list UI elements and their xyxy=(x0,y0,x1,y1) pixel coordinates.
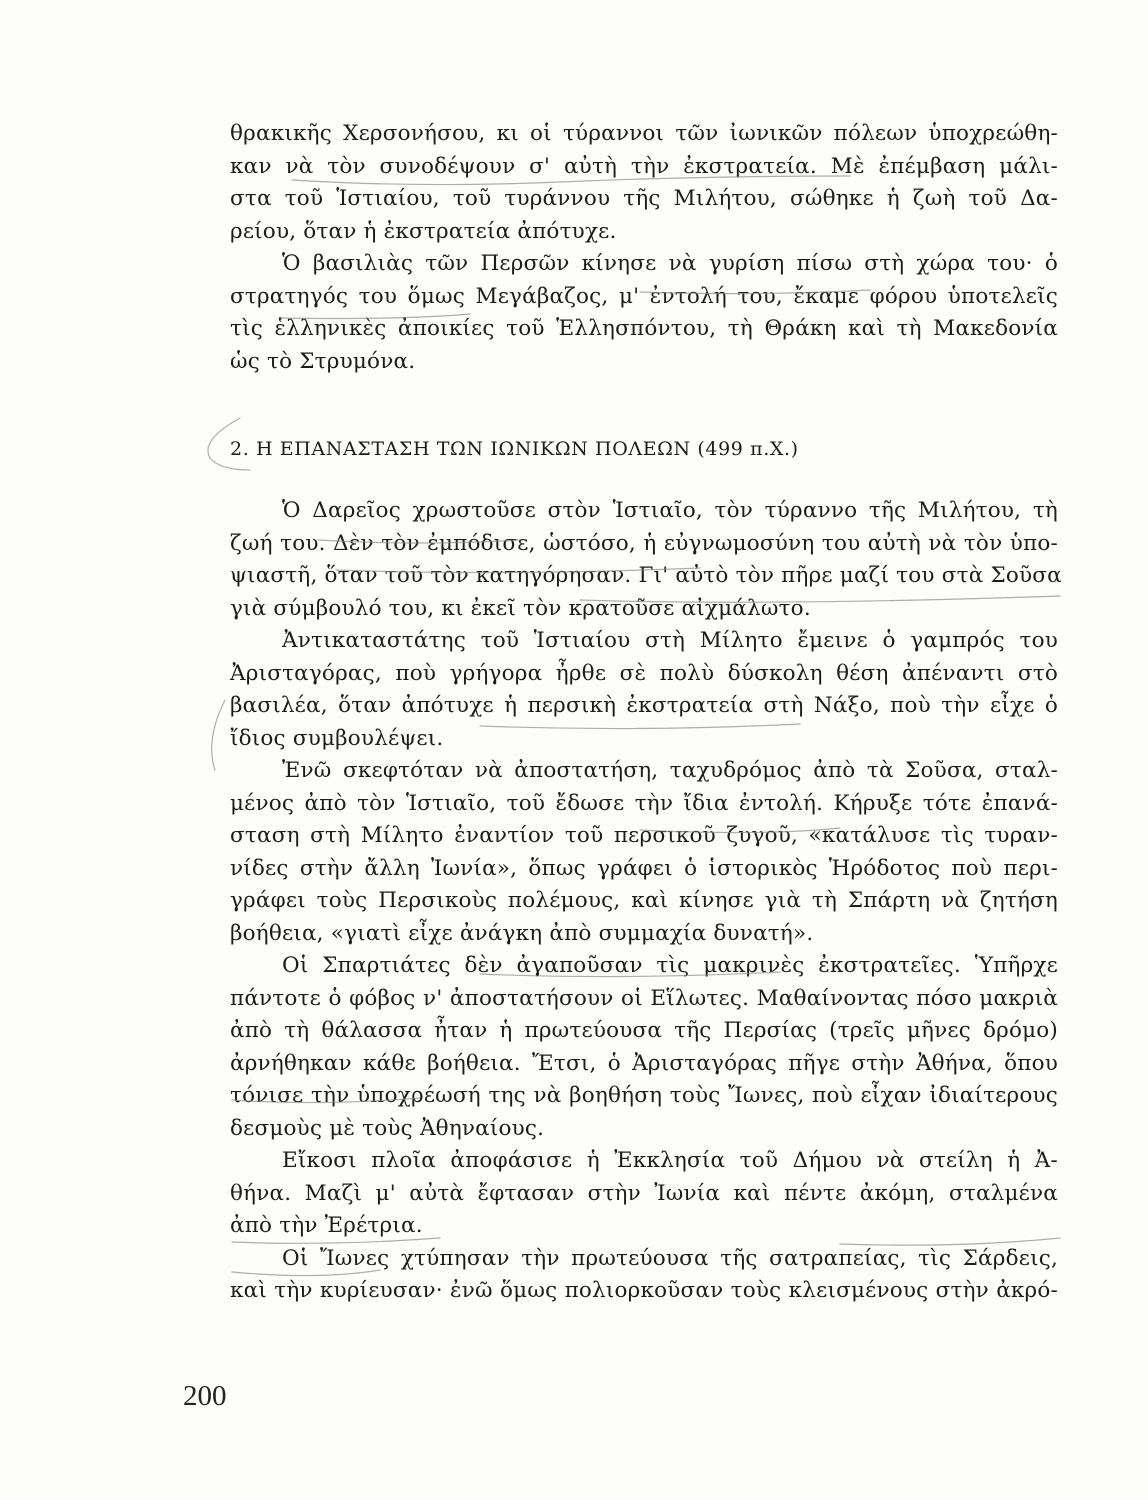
text-line: τὶς ἑλληνικὲς ἀποικίες τοῦ Ἑλλησπόντου, τὴ Θράκη καὶ τὴ Μακεδονία xyxy=(230,316,1058,341)
text-line: Ὁ βασιλιὰς τῶν Περσῶν κίνησε νὰ γυρίση πίσω στὴ χώρα του· ὁ xyxy=(282,251,1058,276)
text-line: ἴδιος συμβουλέψει. xyxy=(230,725,444,751)
text-line: νίδες στὴν ἄλλη Ἰωνία», ὅπως γράφει ὁ ἱστορικὸς Ἡρόδοτος ποὺ περι- xyxy=(230,855,1058,881)
pencil-bracket xyxy=(212,700,225,770)
text-line: τόνισε τὴν ὑποχρέωσή της νὰ βοηθήση τοὺς Ἴωνες, ποὺ εἶχαν ἰδιαίτερους xyxy=(230,1083,1058,1108)
text-line: καν νὰ τὸν συνοδέψουν σ' αὐτὴ τὴν ἐκστρατεία. Μὲ ἐπέμβαση μάλι- xyxy=(230,153,1058,179)
text-line: γιὰ σύμβουλό του, κι ἐκεῖ τὸν κρατοῦσε αἰχμάλωτο. xyxy=(230,595,811,621)
text-line: Ἐνῶ σκεφτόταν νὰ ἀποστατήση, ταχυδρόμος ἀπὸ τὰ Σοῦσα, σταλ- xyxy=(282,758,1058,783)
text-line: Ἀντικαταστάτης τοῦ Ἱστιαίου στὴ Μίλητο ἔμεινε ὁ γαμπρός του xyxy=(282,628,1058,653)
text-line: γράφει τοὺς Περσικοὺς πολέμους, καὶ κίνησε γιὰ τὴ Σπάρτη νὰ ζητήση xyxy=(230,888,1058,913)
text-line: ψιαστῆ, ὅταν τοῦ τὸν κατηγόρησαν. Γι' αὐτὸ τὸν πῆρε μαζί του στὰ Σοῦσα xyxy=(230,563,1062,588)
text-block-top xyxy=(230,118,1058,378)
text-line: Ἀρισταγόρας, ποὺ γρήγορα ἦρθε σὲ πολὺ δύσκολη θέση ἀπέναντι στὸ xyxy=(230,660,1058,686)
text-line: δεσμοὺς μὲ τοὺς Ἀθηναίους. xyxy=(230,1115,545,1141)
text-line: ρείου, ὅταν ἡ ἐκστρατεία ἀπότυχε. xyxy=(230,218,617,244)
text-block-main xyxy=(230,495,1062,1308)
text-line: ὡς τὸ Στρυμόνα. xyxy=(230,348,416,374)
text-line: Οἱ Σπαρτιάτες δὲν ἀγαποῦσαν τὶς μακρινὲς ἐκστρατεῖες. Ὑπῆρχε xyxy=(282,953,1058,978)
text-line: στρατηγός του ὅμως Μεγάβαζος, μ' ἐντολή του, ἔκαμε φόρου ὑποτελεῖς xyxy=(230,283,1058,309)
text-line: σταση στὴ Μίλητο ἐναντίον τοῦ περσικοῦ ζυγοῦ, «κατάλυσε τὶς τυραν- xyxy=(230,823,1058,848)
text-line: Εἴκοσι πλοῖα ἀποφάσισε ἡ Ἐκκλησία τοῦ Δήμου νὰ στείλη ἡ Ἀ- xyxy=(282,1148,1058,1173)
text-line: θήνα. Μαζὶ μ' αὐτὰ ἔφτασαν στὴν Ἰωνία καὶ πέντε ἀκόμη, σταλμένα xyxy=(230,1180,1058,1206)
text-line: ζωή του. Δὲν τὸν ἐμπόδισε, ὡστόσο, ἡ εὐγνωμοσύνη του αὐτὴ νὰ τὸν ὑπο- xyxy=(230,530,1058,556)
text-line: ἀπὸ τὴ θάλασσα ἦταν ἡ πρωτεύουσα τῆς Περσίας (τρεῖς μῆνες δρόμο) xyxy=(230,1018,1058,1043)
text-line: Ὁ Δαρεῖος χρωστοῦσε στὸν Ἱστιαῖο, τὸν τύραννο τῆς Μιλήτου, τὴ xyxy=(282,498,1058,523)
text-line: βοήθεια, «γιατὶ εἶχε ἀνάγκη ἀπὸ συμμαχία δυνατή». xyxy=(230,920,814,946)
text-line: θρακικῆς Χερσονήσου, κι οἱ τύραννοι τῶν ἰωνικῶν πόλεων ὑποχρεώθη- xyxy=(230,121,1058,146)
text-line: πάντοτε ὁ φόβος ν' ἀποστατήσουν οἱ Εἵλωτες. Μαθαίνοντας πόσο μακριὰ xyxy=(230,985,1058,1011)
text-line: ἀρνήθηκαν κάθε βοήθεια. Ἔτσι, ὁ Ἀρισταγόρας πῆγε στὴν Ἀθήνα, ὅπου xyxy=(230,1050,1058,1076)
section-heading: 2. Η ΕΠΑΝΑΣΤΑΣΗ ΤΩΝ ΙΩΝΙΚΩΝ ΠΟΛΕΩΝ (499 π.Χ.) xyxy=(230,438,799,460)
text-line: βασιλέα, ὅταν ἀπότυχε ἡ περσικὴ ἐκστρατεία στὴ Νάξο, ποὺ τὴν εἶχε ὁ xyxy=(230,693,1058,718)
text-line: στα τοῦ Ἱστιαίου, τοῦ τυράννου τῆς Μιλήτου, σώθηκε ἡ ζωὴ τοῦ Δα- xyxy=(230,186,1058,211)
page-number: 200 xyxy=(183,1380,227,1412)
text-line: Οἱ Ἴωνες χτύπησαν τὴν πρωτεύουσα τῆς σατραπείας, τὶς Σάρδεις, xyxy=(282,1245,1058,1271)
text-line: καὶ τὴν κυρίευσαν· ἐνῶ ὅμως πολιορκοῦσαν τοὺς κλεισμένους στὴν ἀκρό- xyxy=(230,1278,1058,1303)
text-line: ἀπὸ τὴν Ἐρέτρια. xyxy=(230,1213,423,1238)
text-line: μένος ἀπὸ τὸν Ἱστιαῖο, τοῦ ἔδωσε τὴν ἴδια ἐντολή. Κήρυξε τότε ἐπανά- xyxy=(230,790,1058,816)
